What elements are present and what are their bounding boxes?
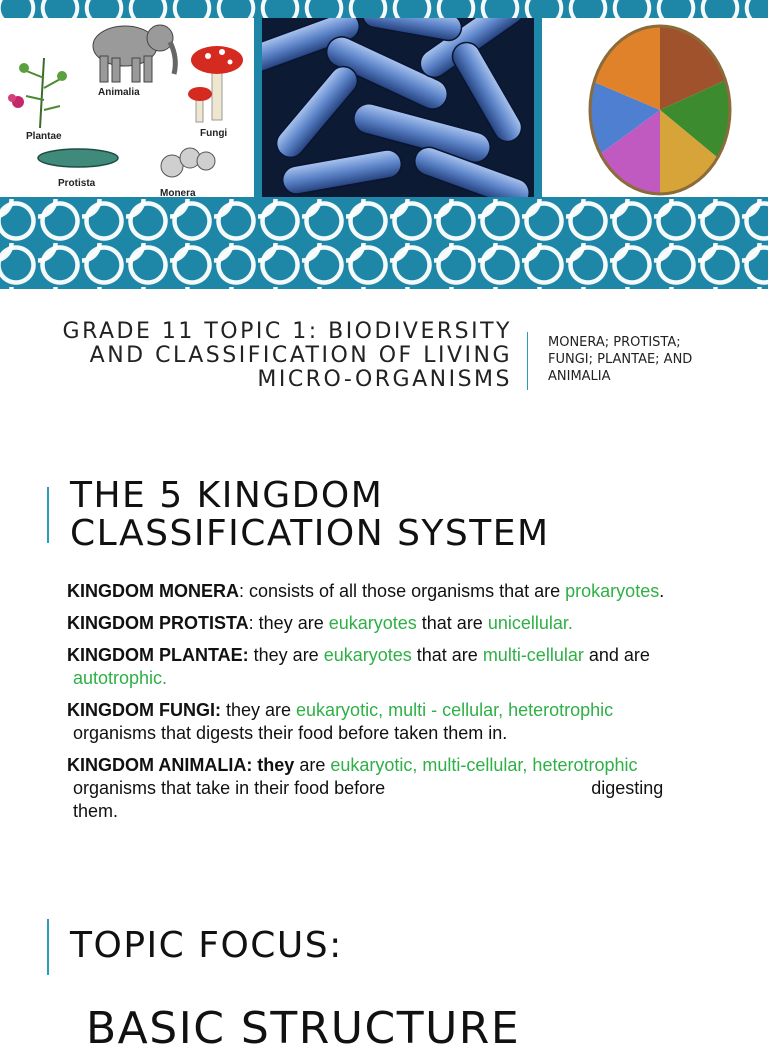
caption-animalia: Animalia xyxy=(98,87,140,98)
next-section-title-partial: BASIC STRUCTURE xyxy=(86,1003,521,1054)
title-line: GRADE 11 TOPIC 1: BIODIVERSITY xyxy=(62,319,512,344)
image-separator xyxy=(534,18,542,197)
kingdom-animalia-item: KINGDOM ANIMALIA: they are eukaryotic, multi-cellular, heterotrophic organisms that take in their food before digesting them. xyxy=(67,755,664,821)
kingdom-monera-item: KINGDOM MONERA: consists of all those organisms that are prokaryotes. xyxy=(67,581,665,601)
subtitle-line: FUNGI; PLANTAE; AND xyxy=(548,352,693,367)
topic-focus-title: TOPIC FOCUS: xyxy=(70,925,343,966)
protist-drawing xyxy=(38,149,118,167)
subtitle-line: MONERA; PROTISTA; xyxy=(548,335,681,350)
kingdom-plantae-item: KINGDOM PLANTAE: they are eukaryotes that are multi-cellular and are autotrophic. xyxy=(67,645,650,688)
presentation-title xyxy=(20,320,512,392)
title-line: MICRO-ORGANISMS xyxy=(257,367,512,392)
section-title-line: CLASSIFICATION SYSTEM xyxy=(70,513,550,554)
caption-plantae: Plantae xyxy=(26,131,62,142)
image-separator xyxy=(254,18,262,197)
kingdom-list xyxy=(67,580,737,832)
kingdom-protista-item: KINGDOM PROTISTA: they are eukaryotes that are unicellular. xyxy=(67,613,573,633)
subtitle-line: ANIMALIA xyxy=(548,369,611,384)
monera-drawing xyxy=(161,148,215,177)
decorative-pattern-band xyxy=(0,197,768,289)
kingdoms-wheel-illustration xyxy=(542,18,768,197)
decorative-pattern-band-top xyxy=(0,0,768,18)
mushroom-drawing xyxy=(188,46,243,122)
bacteria-micrograph xyxy=(262,18,534,197)
caption-monera: Monera xyxy=(160,188,196,197)
section-accent-bar xyxy=(47,487,49,543)
section-accent-bar xyxy=(47,919,49,975)
header-divider xyxy=(527,332,528,390)
kingdom-fungi-item: KINGDOM FUNGI: they are eukaryotic, multi - cellular, heterotrophic organisms that digests their food before taken them in. xyxy=(67,700,614,743)
elephant-drawing xyxy=(93,25,175,82)
caption-protista: Protista xyxy=(58,178,96,189)
title-line: AND CLASSIFICATION OF LIVING xyxy=(89,343,512,368)
five-kingdoms-illustration xyxy=(0,18,254,197)
presentation-subtitle xyxy=(548,334,748,385)
plant-drawing xyxy=(8,58,67,128)
section-title-line: THE 5 KINGDOM xyxy=(70,475,384,516)
section-title xyxy=(70,477,550,553)
caption-fungi: Fungi xyxy=(200,128,228,139)
